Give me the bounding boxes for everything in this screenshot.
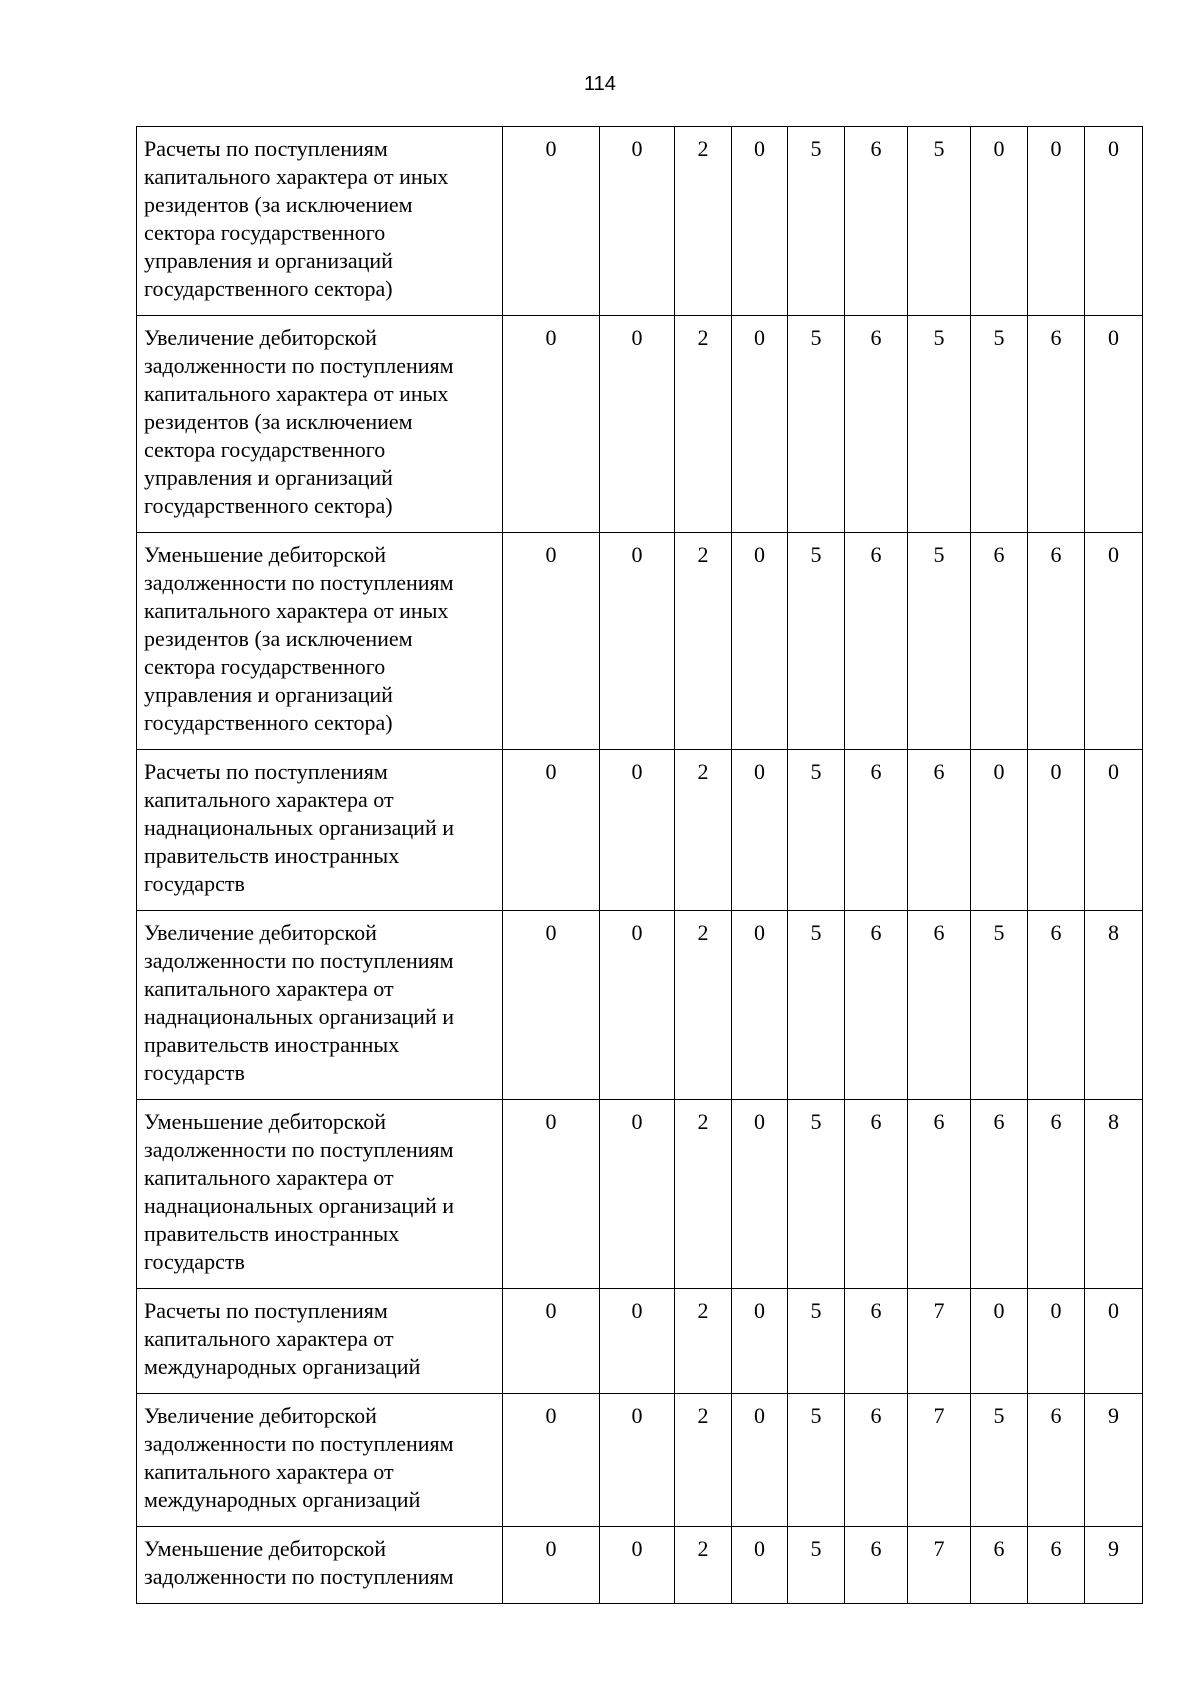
code-digit-cell: 0 (732, 127, 788, 316)
code-digit-cell: 0 (600, 1527, 675, 1604)
code-digit-cell: 0 (1085, 1289, 1143, 1394)
code-digit-cell: 0 (600, 750, 675, 911)
row-description (137, 1394, 503, 1527)
row-description (137, 911, 503, 1100)
table-row (137, 1100, 1143, 1289)
table-row (137, 1394, 1143, 1527)
code-digit-cell: 6 (845, 127, 908, 316)
code-digit-cell: 2 (675, 1394, 732, 1527)
description-line: Увеличение дебиторской (144, 1403, 377, 1428)
code-digit-cell: 6 (1028, 1527, 1085, 1604)
description-line: наднациональных организаций и (144, 815, 454, 840)
table-row (137, 533, 1143, 750)
description-line: управления и организаций (144, 248, 393, 273)
description-line: международных организаций (144, 1487, 421, 1512)
description-line: правительств иностранных (144, 1221, 400, 1246)
code-digit-cell: 6 (971, 533, 1028, 750)
code-digit-cell: 6 (908, 1100, 971, 1289)
code-digit-cell: 2 (675, 127, 732, 316)
description-line: Увеличение дебиторской (144, 920, 377, 945)
code-digit-cell: 6 (845, 1394, 908, 1527)
code-digit-cell: 0 (503, 127, 600, 316)
description-line: правительств иностранных (144, 1032, 400, 1057)
description-line: задолженности по поступлениям (144, 1137, 454, 1162)
code-digit-cell: 0 (503, 1527, 600, 1604)
code-digit-cell: 0 (503, 533, 600, 750)
code-digit-cell: 0 (600, 127, 675, 316)
code-digit-cell: 6 (845, 1527, 908, 1604)
code-digit-cell: 6 (1028, 533, 1085, 750)
description-line: резидентов (за исключением (144, 626, 413, 651)
code-digit-cell: 0 (600, 316, 675, 533)
description-line: управления и организаций (144, 682, 393, 707)
code-digit-cell: 0 (600, 533, 675, 750)
code-digit-cell: 2 (675, 533, 732, 750)
code-digit-cell: 5 (788, 1527, 845, 1604)
code-digit-cell: 0 (732, 533, 788, 750)
description-line: задолженности по поступлениям (144, 353, 454, 378)
description-line: Расчеты по поступлениям (144, 759, 388, 784)
code-digit-cell: 0 (1085, 316, 1143, 533)
code-digit-cell: 5 (908, 316, 971, 533)
code-digit-cell: 5 (971, 316, 1028, 533)
code-digit-cell: 0 (503, 1394, 600, 1527)
code-digit-cell: 0 (600, 1100, 675, 1289)
code-digit-cell: 6 (1028, 1394, 1085, 1527)
description-line: государств (144, 871, 245, 896)
description-line: капитального характера от (144, 787, 394, 812)
description-line: наднациональных организаций и (144, 1004, 454, 1029)
row-description (137, 1527, 503, 1604)
code-digit-cell: 0 (1085, 533, 1143, 750)
code-digit-cell: 8 (1085, 911, 1143, 1100)
code-digit-cell: 0 (971, 1289, 1028, 1394)
code-digit-cell: 7 (908, 1289, 971, 1394)
description-line: государственного сектора) (144, 493, 393, 518)
description-line: задолженности по поступлениям (144, 948, 454, 973)
description-line: задолженности по поступлениям (144, 570, 454, 595)
description-line: капитального характера от (144, 1326, 394, 1351)
code-digit-cell: 0 (600, 911, 675, 1100)
description-line: задолженности по поступлениям (144, 1564, 454, 1589)
code-digit-cell: 0 (732, 911, 788, 1100)
code-digit-cell: 5 (788, 911, 845, 1100)
code-digit-cell: 5 (788, 533, 845, 750)
code-digit-cell: 2 (675, 1289, 732, 1394)
description-line: управления и организаций (144, 465, 393, 490)
table-row (137, 1527, 1143, 1604)
code-digit-cell: 7 (908, 1394, 971, 1527)
description-line: сектора государственного (144, 220, 386, 245)
table-row (137, 911, 1143, 1100)
row-description (137, 750, 503, 911)
code-digit-cell: 2 (675, 316, 732, 533)
description-line: сектора государственного (144, 654, 386, 679)
description-line: государственного сектора) (144, 276, 393, 301)
code-digit-cell: 0 (503, 1100, 600, 1289)
row-description (137, 1289, 503, 1394)
description-line: резидентов (за исключением (144, 192, 413, 217)
table-row (137, 316, 1143, 533)
description-line: капитального характера от иных (144, 598, 449, 623)
code-digit-cell: 0 (732, 1394, 788, 1527)
description-line: государств (144, 1060, 245, 1085)
code-digit-cell: 9 (1085, 1394, 1143, 1527)
code-digit-cell: 5 (788, 750, 845, 911)
code-digit-cell: 0 (1028, 1289, 1085, 1394)
code-digit-cell: 6 (845, 911, 908, 1100)
description-line: капитального характера от (144, 976, 394, 1001)
row-description (137, 127, 503, 316)
code-digit-cell: 0 (503, 316, 600, 533)
code-digit-cell: 0 (503, 1289, 600, 1394)
page-number: 114 (584, 73, 616, 95)
code-digit-cell: 5 (971, 1394, 1028, 1527)
code-digit-cell: 0 (971, 750, 1028, 911)
code-digit-cell: 5 (788, 1394, 845, 1527)
table-row (137, 127, 1143, 316)
code-digit-cell: 6 (845, 750, 908, 911)
code-digit-cell: 6 (908, 911, 971, 1100)
code-digit-cell: 2 (675, 750, 732, 911)
code-digit-cell: 7 (908, 1527, 971, 1604)
classification-table (136, 126, 1143, 1604)
description-line: сектора государственного (144, 437, 386, 462)
description-line: капитального характера от иных (144, 381, 449, 406)
code-digit-cell: 5 (788, 1100, 845, 1289)
code-digit-cell: 0 (1085, 750, 1143, 911)
description-line: государств (144, 1249, 245, 1274)
description-line: Увеличение дебиторской (144, 325, 377, 350)
description-line: правительств иностранных (144, 843, 400, 868)
code-digit-cell: 6 (845, 533, 908, 750)
code-digit-cell: 2 (675, 1527, 732, 1604)
code-digit-cell: 5 (908, 533, 971, 750)
description-line: государственного сектора) (144, 710, 393, 735)
code-digit-cell: 6 (908, 750, 971, 911)
code-digit-cell: 8 (1085, 1100, 1143, 1289)
code-digit-cell: 0 (732, 750, 788, 911)
code-digit-cell: 6 (845, 316, 908, 533)
code-digit-cell: 5 (788, 1289, 845, 1394)
code-digit-cell: 6 (1028, 911, 1085, 1100)
code-digit-cell: 5 (788, 316, 845, 533)
code-digit-cell: 6 (845, 1100, 908, 1289)
description-line: наднациональных организаций и (144, 1193, 454, 1218)
code-digit-cell: 0 (732, 316, 788, 533)
code-digit-cell: 0 (732, 1527, 788, 1604)
code-digit-cell: 0 (732, 1289, 788, 1394)
code-digit-cell: 6 (845, 1289, 908, 1394)
code-digit-cell: 0 (971, 127, 1028, 316)
description-line: капитального характера от иных (144, 164, 449, 189)
description-line: Уменьшение дебиторской (144, 542, 387, 567)
code-digit-cell: 6 (1028, 1100, 1085, 1289)
code-digit-cell: 5 (788, 127, 845, 316)
code-digit-cell: 5 (971, 911, 1028, 1100)
description-line: капитального характера от (144, 1165, 394, 1190)
description-line: Расчеты по поступлениям (144, 136, 388, 161)
code-digit-cell: 0 (600, 1394, 675, 1527)
code-digit-cell: 9 (1085, 1527, 1143, 1604)
code-digit-cell: 6 (971, 1100, 1028, 1289)
description-line: международных организаций (144, 1354, 421, 1379)
description-line: резидентов (за исключением (144, 409, 413, 434)
description-line: капитального характера от (144, 1459, 394, 1484)
code-digit-cell: 5 (908, 127, 971, 316)
description-line: Расчеты по поступлениям (144, 1298, 388, 1323)
code-digit-cell: 6 (1028, 316, 1085, 533)
row-description (137, 533, 503, 750)
code-digit-cell: 0 (503, 750, 600, 911)
code-digit-cell: 2 (675, 911, 732, 1100)
table-row (137, 1289, 1143, 1394)
code-digit-cell: 0 (1028, 127, 1085, 316)
description-line: Уменьшение дебиторской (144, 1536, 387, 1561)
row-description (137, 1100, 503, 1289)
code-digit-cell: 6 (971, 1527, 1028, 1604)
table-row (137, 750, 1143, 911)
description-line: Уменьшение дебиторской (144, 1109, 387, 1134)
code-digit-cell: 2 (675, 1100, 732, 1289)
code-digit-cell: 0 (732, 1100, 788, 1289)
code-digit-cell: 0 (1028, 750, 1085, 911)
code-digit-cell: 0 (503, 911, 600, 1100)
description-line: задолженности по поступлениям (144, 1431, 454, 1456)
row-description (137, 316, 503, 533)
code-digit-cell: 0 (600, 1289, 675, 1394)
code-digit-cell: 0 (1085, 127, 1143, 316)
